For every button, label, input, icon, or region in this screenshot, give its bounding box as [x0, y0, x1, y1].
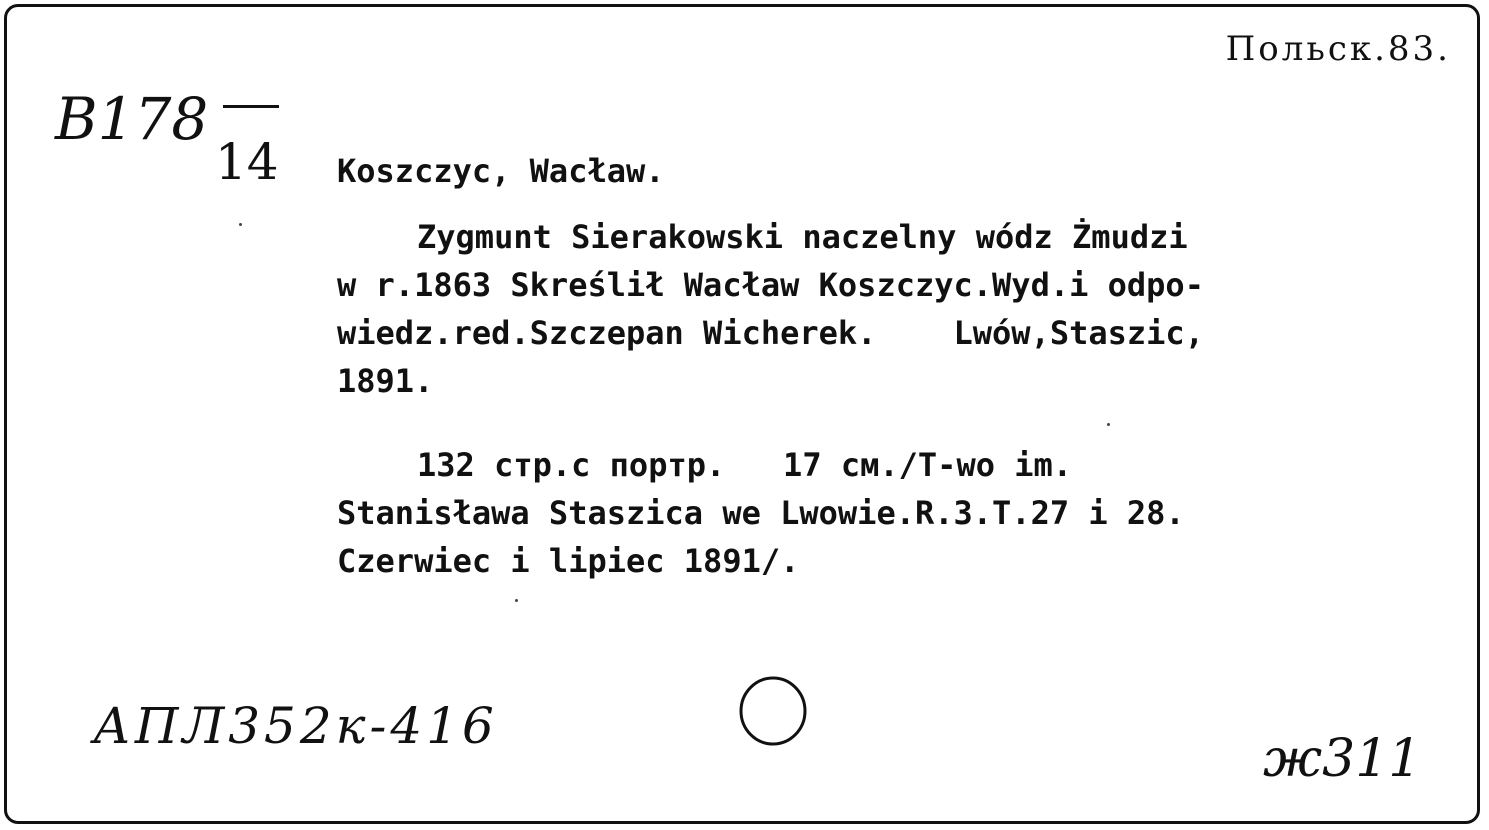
title-line-4: 1891. [337, 362, 434, 400]
description-line-1: 132 стр.с портр. 17 см./T-wo im. [417, 446, 1073, 484]
title-line-1: Zygmunt Sierakowski naczelny wódz Żmudzi [417, 218, 1188, 256]
call-number-denominator: 14 [215, 133, 279, 191]
description-line-3: Czerwiec i lipiec 1891/. [337, 542, 800, 580]
bottom-right-mark: ж311 [1263, 729, 1422, 789]
catalog-card [4, 4, 1480, 824]
inventory-number: АПЛ352к-416 [93, 697, 498, 755]
title-line-2: w r.1863 Skreślił Wacław Koszczyc.Wyd.i odpo- [337, 266, 1204, 304]
top-right-note: Польск.83. [1225, 29, 1451, 69]
speck [515, 599, 518, 602]
description-line-2: Stanisława Staszica we Lwowie.R.3.T.27 i 28. [337, 494, 1185, 532]
speck [239, 223, 242, 226]
punch-hole-circle [735, 669, 815, 749]
author-heading: Koszczyc, Wacław. [337, 152, 665, 190]
title-line-3: wiedz.red.Szczepan Wicherek. Lwów,Staszic, [337, 314, 1204, 352]
call-number-main: B178 [55, 85, 209, 153]
call-number-fraction-line [223, 105, 279, 108]
speck [1107, 423, 1110, 426]
